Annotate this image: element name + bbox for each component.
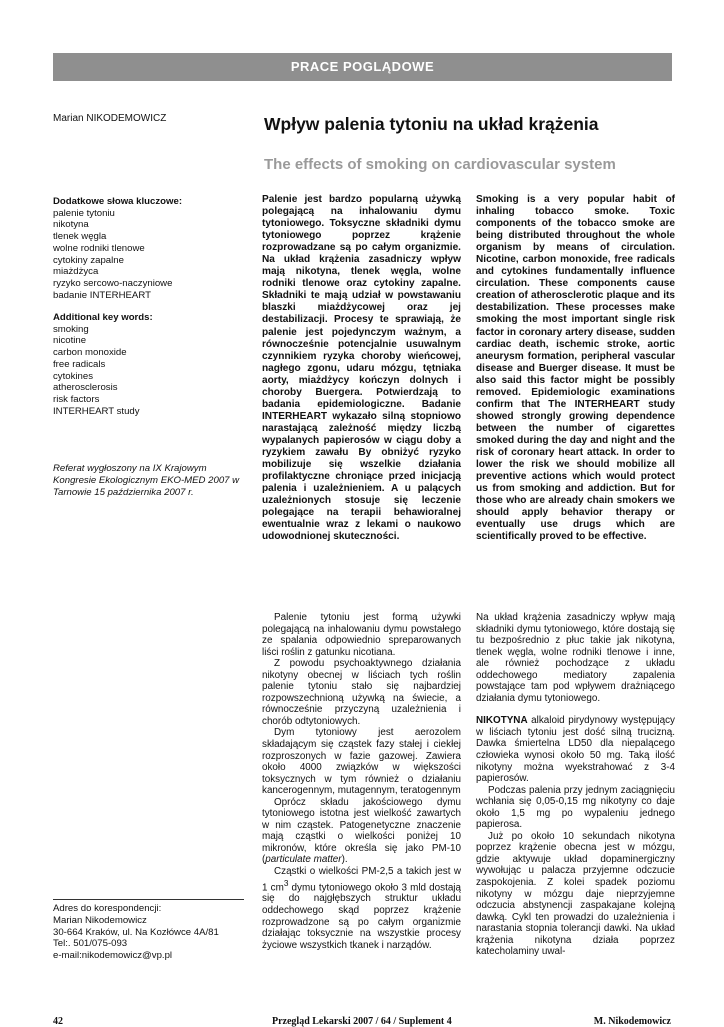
paragraph-bold-term: NIKOTYNA <box>476 715 528 727</box>
body-paragraph <box>262 797 461 866</box>
body-column-left <box>262 612 461 951</box>
section-banner <box>53 53 672 81</box>
keyword-item: INTERHEART study <box>53 405 140 417</box>
correspondence-line: Tel:. 501/075-093 <box>53 938 128 950</box>
keywords-english <box>53 312 153 417</box>
paragraph-text: ). <box>341 854 348 866</box>
keyword-item: tlenek węgla <box>53 231 107 243</box>
page-number: 42 <box>53 1016 63 1027</box>
keyword-item: ryzyko sercowo-naczyniowe <box>53 277 173 289</box>
abstract-polish: Palenie jest bardzo popularną używką polegającą na inhalowaniu dymu tytoniowego. Toksyczne składniki dymu tytoniowego poprzez krążenie rozprowadzane są po całym organizmie. Na układ krążenia zasadniczy wpływ mają nikotyna, tlenek węgla, wolne rodniki tlenowe oraz cytokiny zapalne. Składniki te mają udział w powstawaniu blaszki miażdżycowej oraz jej destabilizacji. Procesy te sprawiają, że palenie jest pojedynczym ważnym, a równocześnie potencjalnie usuwalnym czynnikiem ryzyka choroby wieńcowej, nagłego zgonu, udaru mózgu, tętniaka aorty, miażdżycy kończyn dolnych i choroby Buergera. Potwierdzają to badania epidemiologiczne. Badanie INTERHEART wykazało silną stopniowo narastającą zależność między liczbą wypalanych papierosów w ciągu doby a ryzykiem zawału By obniżyć ryzyko mobilizuje się wszelkie działania profilaktyczne chroniące przed inicjacją palenia i uzależnieniem. A u palących uzależnionych stosuje się leczenie polegające na terapii behawioralnej ewentualnie wraz z lekami o naukowo udowodnionej skuteczności. <box>262 194 461 543</box>
correspondence-line: Adres do korespondencji: <box>53 903 162 914</box>
article-title-polish: Wpływ palenia tytoniu na układ krążenia <box>264 114 599 134</box>
body-paragraph <box>476 715 675 784</box>
correspondence-line: 30-664 Kraków, ul. Na Kozłówce 4A/81 <box>53 926 219 938</box>
section-label: PRACE POGLĄDOWE <box>290 59 435 74</box>
correspondence-line: Marian Nikodemowicz <box>53 914 147 926</box>
abstract-english: Smoking is a very popular habit of inhaling tobacco smoke. Toxic components of the tobacco smoke are being distributed throughout the whole organism by means of circulation. Nicotine, carbon monoxide, free radicals and cytokines fundamentally influence circulation. These components cause creation of atherosclerotic plaque and its destabilization. These processes make smoking the most important single risk factor in coronary artery disease, sudden cardiac death, ischemic stroke, aortic aneurysm formation, peripheral vascular disease and Buerger disease. It must be also said this factor might be possibly removed. Epidemiologic examinations confirm that The INTERHEART study showed strongly growing dependence between the number of cigarettes smoked during the day and night and the risk of coronary heart attack. In order to lower the risk we should mobilize all preventive actions which would protect us from smoking and addiction. But for those who are already chain smokers we should apply behavior therapy or eventually use drugs which are scientifically proved to be effective. <box>476 194 675 543</box>
body-paragraph: Dym tytoniowy jest aerozolem składającym się cząstek fazy stałej i ciekłej rozproszonych w fazie gazowej. Zawiera około 4000 związków w większości toksycznych w tym również o działaniu kancerogennym, mutagennym, teratogennym <box>262 727 461 797</box>
keyword-item: smoking <box>53 323 89 335</box>
paragraph-emphasis: particulate matter <box>265 854 342 866</box>
footer-author: M. Nikodemowicz <box>593 1016 671 1027</box>
body-paragraph <box>262 866 461 951</box>
paragraph-text: alkaloid pirydynowy występujący w liściach tytoniu jest dość silną trucizną. Dawka śmiertelna LD50 dla niepalącego człowieka wynosi około 50 mg. Taką ilość nikotyny można wyekstrahować z 3-4 papierosów. <box>476 715 675 785</box>
keyword-item: cytokines <box>53 370 93 382</box>
keywords-polish <box>53 196 182 301</box>
body-paragraph: Podczas palenia przy jednym zaciągnięciu wchłania się 0,05-0,15 mg nikotyny co daje około 1,5 mg po wypaleniu jednego papierosa. <box>476 784 675 831</box>
journal-citation: Przegląd Lekarski 2007 / 64 / Suplement 4 <box>272 1016 452 1027</box>
keyword-item: miażdżyca <box>53 266 99 278</box>
author-name: Marian NIKODEMOWICZ <box>53 113 167 124</box>
correspondence-line: e-mail:nikodemowicz@vp.pl <box>53 950 173 962</box>
keyword-item: free radicals <box>53 358 106 370</box>
keyword-item: wolne rodniki tlenowe <box>53 242 145 254</box>
body-paragraph: Palenie tytoniu jest formą używki polegającą na inhalowaniu dymu powstałego ze spalania odpowiednio spreparowanych liści roślin z gatunku nicotiana. <box>262 612 461 658</box>
body-column-right <box>476 612 675 958</box>
paragraph-text: Cząstki o wielkości PM-2,5 a takich jest w 1 cm <box>262 866 461 893</box>
body-paragraph: Z powodu psychoaktywnego działania nikotyny obecnej w liściach tych roślin palenie tytoniu stało się najbardziej rozpowszechnioną używką na świecie, a równocześnie przyczyną uzależnienia i chorób odtytoniowych. <box>262 658 461 727</box>
keyword-item: nikotyna <box>53 219 89 231</box>
keywords-polish-heading: Dodatkowe słowa kluczowe: <box>53 196 183 207</box>
body-paragraph: Na układ krążenia zasadniczy wpływ mają składniki dymu tytoniowego, które dostają się tu bezpośrednio z płuc takie jak nikotyna, tlenek węgla, wolne rodniki tlenowe i inne, ale również pochodzące z układu oddechowego mediatory zapalenia powstające tam pod wpływem drażniącego działania dymu tytoniowego. <box>476 612 675 704</box>
conference-note: Referat wygłoszony na IX Krajowym Kongresie Ekologicznym EKO-MED 2007 w Tarnowie 15 października 2007 r. <box>53 463 240 498</box>
keyword-item: nicotine <box>53 335 87 347</box>
superscript: 3 <box>283 878 289 888</box>
article-title-english: The effects of smoking on cardiovascular system <box>264 156 616 173</box>
keyword-item: atherosclerosis <box>53 382 118 394</box>
keyword-item: risk factors <box>53 393 100 405</box>
paragraph-text: dymu tytoniowego około 3 mld dostają się do najgłębszych struktur układu oddechowego skąd poprzez krążenie rozprowadzone są po całym organizmie działając toksycznie na wszystkie procesy życiowe wszystkich tkanek i narządów. <box>262 881 461 951</box>
keyword-item: carbon monoxide <box>53 347 127 359</box>
paragraph-text: Oprócz składu jakościowego dymu tytoniowego istotna jest wielkość zawartych w nim cząstek. Patogenetyczne znaczenie mają cząstki o wielkości poniżej 10 mikronów, które określa się jako PM-10 ( <box>262 796 461 866</box>
keywords-english-heading: Additional key words: <box>53 312 153 323</box>
correspondence-divider <box>53 899 244 900</box>
keyword-item: palenie tytoniu <box>53 207 115 219</box>
keyword-item: cytokiny zapalne <box>53 254 124 266</box>
correspondence-block <box>53 903 219 962</box>
keyword-item: badanie INTERHEART <box>53 289 151 301</box>
body-paragraph: Już po około 10 sekundach nikotyna poprzez krążenie obecna jest w mózgu, gdzie aktywuje układ dopaminergiczny wywołując u palacza przyjemne odczucie zaspokojenia. Z kolei spadek poziomu nikotyny w mózgu daje nieprzyjemne odczucia abstynencji zaspakajane kolejną dawką. Cykl ten prowadzi do uzależnienia i narastania stopnia tolerancji dawki. Na układ krążenia nikotyna działa poprzez katecholaminy uwal- <box>476 830 675 958</box>
